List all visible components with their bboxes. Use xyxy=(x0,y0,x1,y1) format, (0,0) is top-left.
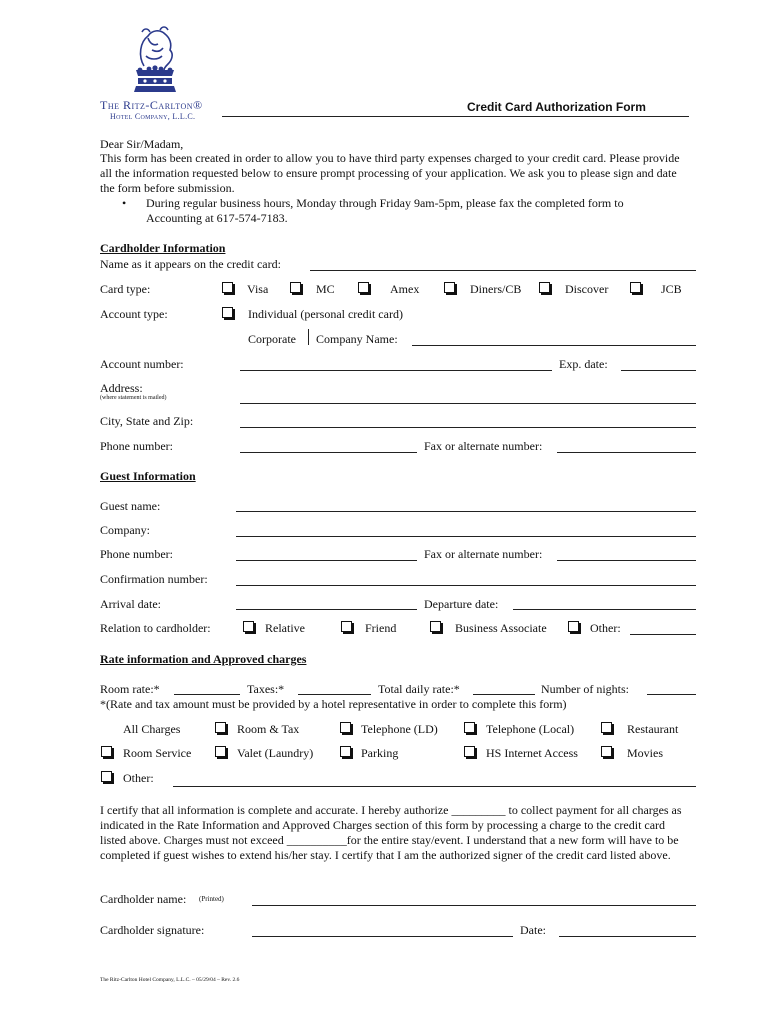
diners-label: Diners/CB xyxy=(470,282,522,296)
telephone-local-checkbox[interactable] xyxy=(464,722,475,733)
arrival-field[interactable] xyxy=(236,609,417,610)
certification-text: I certify that all information is complete and accurate. I hereby authorize _________ to collect payment for all charges as indicated in the Rate Information and Approved Charges section of this form by processing a charge to the credit card listed above. Charges must not exceed __________for the entire stay/event. I understand that a new form will have to be completed if guest wishes to extend his/her stay. I certify that I am the authorized signer of the credit card listed above. xyxy=(100,803,682,862)
departure-label: Departure date: xyxy=(424,597,499,611)
guest-phone-field[interactable] xyxy=(236,560,417,561)
room-service-checkbox[interactable] xyxy=(101,746,112,757)
movies-checkbox[interactable] xyxy=(601,746,612,757)
internet-checkbox[interactable] xyxy=(464,746,475,757)
amex-label: Amex xyxy=(390,282,420,296)
rate-note: *(Rate and tax amount must be provided by a hotel representative in order to complete this form) xyxy=(100,697,567,711)
account-number-label: Account number: xyxy=(100,357,184,371)
guest-name-field[interactable] xyxy=(236,511,696,512)
valet-checkbox[interactable] xyxy=(215,746,226,757)
relative-label: Relative xyxy=(265,621,305,635)
total-daily-rate-field[interactable] xyxy=(473,694,535,695)
business-associate-label: Business Associate xyxy=(455,621,547,635)
signature-date-field[interactable] xyxy=(559,936,696,937)
footer-text: The Ritz-Carlton Hotel Company, L.L.C. – 05/29/04 – Rev. 2.6 xyxy=(100,977,240,983)
guest-company-label: Company: xyxy=(100,523,150,537)
confirmation-field[interactable] xyxy=(236,585,696,586)
guest-fax-field[interactable] xyxy=(557,560,696,561)
salutation: Dear Sir/Madam, xyxy=(100,137,184,151)
cardholder-phone-label: Phone number: xyxy=(100,439,173,453)
room-service-label: Room Service xyxy=(123,746,192,760)
company-name-field[interactable] xyxy=(412,345,696,346)
telephone-ld-checkbox[interactable] xyxy=(340,722,351,733)
nights-label: Number of nights: xyxy=(541,682,629,696)
jcb-label: JCB xyxy=(661,282,682,296)
parking-checkbox[interactable] xyxy=(340,746,351,757)
guest-fax-label: Fax or alternate number: xyxy=(424,547,543,561)
all-charges-label: All Charges xyxy=(123,722,181,736)
taxes-field[interactable] xyxy=(298,694,371,695)
city-label: City, State and Zip: xyxy=(100,414,194,428)
company-name-label: Company Name: xyxy=(316,332,398,346)
other-charges-label: Other: xyxy=(123,771,154,785)
nights-field[interactable] xyxy=(647,694,696,695)
telephone-ld-label: Telephone (LD) xyxy=(361,722,438,736)
arrival-label: Arrival date: xyxy=(100,597,161,611)
cardholder-name-label: Cardholder name: xyxy=(100,892,187,906)
discover-checkbox[interactable] xyxy=(539,282,550,293)
room-tax-label: Room & Tax xyxy=(237,722,300,736)
movies-label: Movies xyxy=(627,746,663,760)
room-rate-label: Room rate:* xyxy=(100,682,160,696)
friend-checkbox[interactable] xyxy=(341,621,352,632)
title-rule xyxy=(222,116,689,117)
guest-name-label: Guest name: xyxy=(100,499,161,513)
address-label: Address: xyxy=(100,381,143,395)
exp-date-label: Exp. date: xyxy=(559,357,608,371)
departure-field[interactable] xyxy=(513,609,696,610)
mc-label: MC xyxy=(316,282,335,296)
card-type-label: Card type: xyxy=(100,282,151,296)
amex-checkbox[interactable] xyxy=(358,282,369,293)
parking-label: Parking xyxy=(361,746,399,760)
room-rate-field[interactable] xyxy=(174,694,240,695)
cardholder-name-field[interactable] xyxy=(252,905,696,906)
confirmation-label: Confirmation number: xyxy=(100,572,208,586)
city-field[interactable] xyxy=(240,427,696,428)
taxes-label: Taxes:* xyxy=(247,682,285,696)
other-charges-checkbox[interactable] xyxy=(101,771,112,782)
other-relation-field[interactable] xyxy=(630,634,696,635)
address-note: (where statement is mailed) xyxy=(100,395,167,401)
bullet-dot: • xyxy=(122,196,127,210)
intro-paragraph: This form has been created in order to allow you to have third party expenses charged to your credit card. Please provide all the information requested below to ensure prompt processing of your application. We ask you to please sign and date the form before submission. xyxy=(100,151,680,195)
signature-date-label: Date: xyxy=(520,923,546,937)
individual-label: Individual (personal credit card) xyxy=(248,307,403,321)
cardholder-fax-field[interactable] xyxy=(557,452,696,453)
discover-label: Discover xyxy=(565,282,609,296)
address-field[interactable] xyxy=(240,403,696,404)
other-relation-label: Other: xyxy=(590,621,621,635)
name-on-card-label: Name as it appears on the credit card: xyxy=(100,257,281,271)
restaurant-label: Restaurant xyxy=(627,722,679,736)
friend-label: Friend xyxy=(365,621,397,635)
relation-label: Relation to cardholder: xyxy=(100,621,211,635)
business-associate-checkbox[interactable] xyxy=(430,621,441,632)
other-relation-checkbox[interactable] xyxy=(568,621,579,632)
visa-label: Visa xyxy=(247,282,269,296)
diners-checkbox[interactable] xyxy=(444,282,455,293)
visa-checkbox[interactable] xyxy=(222,282,233,293)
guest-phone-label: Phone number: xyxy=(100,547,173,561)
valet-label: Valet (Laundry) xyxy=(237,746,314,760)
printed-note: (Printed) xyxy=(199,895,224,903)
internet-label: HS Internet Access xyxy=(486,746,578,760)
individual-checkbox[interactable] xyxy=(222,307,233,318)
intro-bullet: During regular business hours, Monday through Friday 9am-5pm, please fax the completed form to Accounting at 617-574-7183. xyxy=(146,196,624,225)
guest-company-field[interactable] xyxy=(236,536,696,537)
rate-heading: Rate information and Approved charges xyxy=(100,652,307,666)
jcb-checkbox[interactable] xyxy=(630,282,641,293)
total-daily-rate-label: Total daily rate:* xyxy=(378,682,460,696)
logo-brand-text: The Ritz-Carlton® xyxy=(100,98,203,112)
name-on-card-field[interactable] xyxy=(310,270,696,271)
signature-field[interactable] xyxy=(252,936,513,937)
guest-heading: Guest Information xyxy=(100,469,196,483)
exp-date-field[interactable] xyxy=(621,370,696,371)
account-number-field[interactable] xyxy=(240,370,552,371)
restaurant-checkbox[interactable] xyxy=(601,722,612,733)
other-charges-field[interactable] xyxy=(173,786,696,787)
cardholder-phone-field[interactable] xyxy=(240,452,417,453)
lion-crown-logo-icon xyxy=(130,26,180,98)
relative-checkbox[interactable] xyxy=(243,621,254,632)
logo-sub-text: Hotel Company, L.L.C. xyxy=(110,112,196,121)
corporate-divider xyxy=(308,329,309,345)
corporate-label: Corporate xyxy=(248,332,296,346)
account-type-label: Account type: xyxy=(100,307,168,321)
signature-label: Cardholder signature: xyxy=(100,923,205,937)
cardholder-fax-label: Fax or alternate number: xyxy=(424,439,543,453)
telephone-local-label: Telephone (Local) xyxy=(486,722,575,736)
cardholder-heading: Cardholder Information xyxy=(100,241,226,255)
form-title: Credit Card Authorization Form xyxy=(467,100,646,114)
room-tax-checkbox[interactable] xyxy=(215,722,226,733)
mc-checkbox[interactable] xyxy=(290,282,301,293)
